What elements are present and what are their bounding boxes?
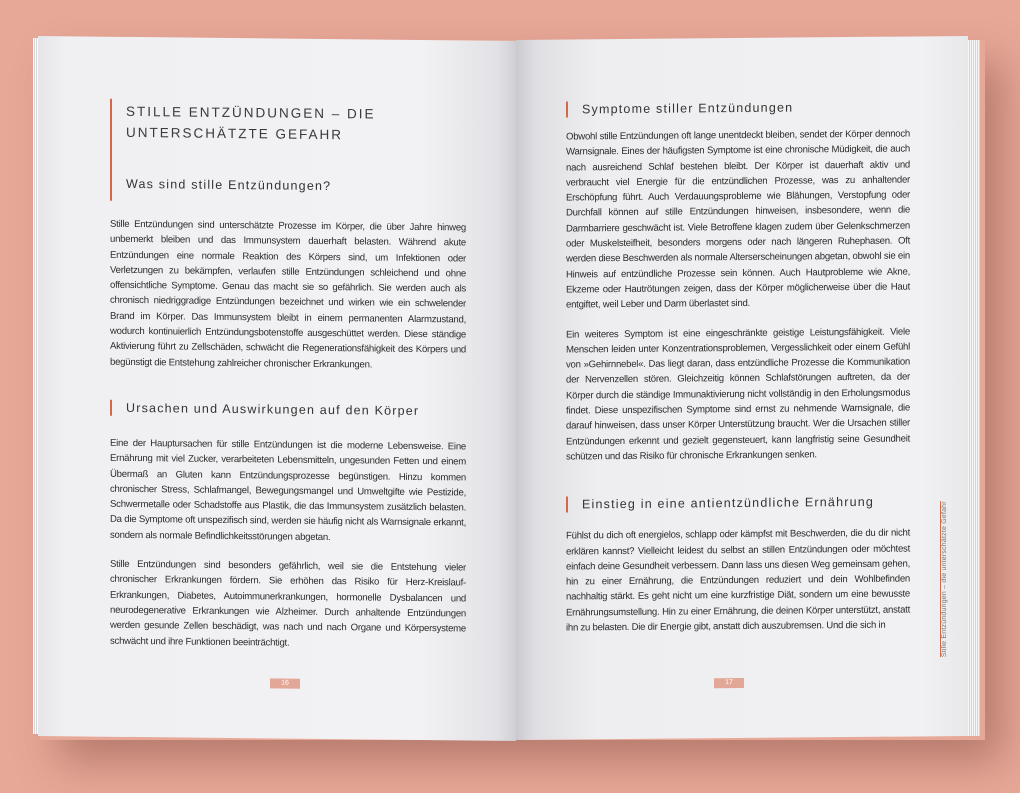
paragraph-was-sind: Stille Entzündungen sind unterschätzte Prozesse im Körper, die über Jahre hinweg unbemerkt bleiben und das Immunsystem dauerhaft belasten. Während akute Entzündungen eine normale Reaktion des Körpers sind, um Infektionen oder Verletzungen zu bekämpfen, verlaufen stille Entzündungen schleichend und ohne offensichtliche Symptome. Genau das macht sie so gefährlich. Sie werden auch als chronisch niedriggradige Entzündungen bezeichnet und wirken wie ein schwelender Brand im Körper. Das Immunsystem bleibt in einem permanenten Alarmzustand, wodurch kontinuierlich Entzündungsbotenstoffe ausgeschüttet werden. Diese ständige Aktivierung führt zu Zellschäden, schwächt die Regenerationsfähigkeit des Körpers und begünstigt die Entstehung zahlreicher chronischer Erkrankungen. (110, 218, 466, 371)
page-edges-right (966, 40, 980, 736)
chapter-title-line1: STILLE ENTZÜNDUNGEN – DIE (126, 103, 376, 122)
chapter-title (110, 99, 466, 205)
page-number-right: 17 (714, 678, 744, 688)
paragraph-symptome-2: Ein weiteres Symptom ist eine eingeschränkte geistige Leistungsfähigkeit. Viele Menschen leiden unter Konzentrationsproblemen, Vergesslichkeit oder einem Gefühl von »Gehirnnebel«. Das liegt daran, dass entzündliche Prozesse die Kommunikation der Nervenzellen stören. Gleichzeitig können Schlafstörungen auftreten, da der Körper durch die ständige Immunaktivierung nicht vollständig in den Erholungsmodus findet. Diese unspezifischen Symptome sind ernst zu nehmende Warnsignale, die darauf hinweisen, dass unser Körper Unterstützung braucht. Wer die Ursachen stiller Entzündungen erkennt und gezielt gegensteuert, kann langfristig seine Gesundheit schützen und das Risiko für chronische Erkrankungen senken. (566, 326, 910, 463)
paragraph-einstieg: Fühlst du dich oft energielos, schlapp oder kämpfst mit Beschwerden, die du dir nicht erklären kannst? Vielleicht leidest du selbst an stillen Entzündungen oder möchtest einfach deine Gesundheit verbessern. Dann lass uns diesen Weg gemeinsam gehen, hin zu einer Ernährung, die Entzündungen reduziert und dein Wohlbefinden nachhaltig stärkt. Es geht nicht um eine kurzfristige Diät, sondern um eine bewusste Ernährungsumstellung. Hin zu einer Ernährung, die deinen Körper unterstützt, anstatt ihn zu belasten. Die dir Energie gibt, anstatt dich auszubremsen. Und die sich in (566, 527, 910, 634)
paragraph-symptome-1: Obwohl stille Entzündungen oft lange unentdeckt bleiben, sendet der Körper dennoch Warnsignale. Eines der häufigsten Symptome ist eine chronische Müdigkeit, die auch nach ausreichend Schlaf bestehen bleibt. Der Körper ist dauerhaft aktiv und verbraucht viel Energie für die entzündlichen Prozesse, was zu anhaltender Erschöpfung führt. Auch Verdauungsprobleme wie Blähungen, Verstopfung oder Durchfall können auf stille Entzündungen hinweisen, insbesondere, wenn die Darmbarriere geschwächt ist. Viele Betroffene klagen zudem über Gelenkschmerzen oder Muskelsteifheit, besonders morgens oder nach längeren Ruhephasen. Oft werden diese Beschwerden als normale Alterserscheinungen abgetan, obwohl sie ein Hinweis auf entzündliche Prozesse sein können. Auch Hautprobleme wie Akne, Ekzeme oder Hautrötungen zeigen, dass der Körper möglicherweise über die Haut entgiftet, weil Leber und Darm überlastet sind. (566, 128, 910, 311)
section-heading-ursachen: Ursachen und Auswirkungen auf den Körper (110, 400, 466, 420)
section-heading-symptome: Symptome stiller Entzündungen (566, 99, 910, 118)
left-page (38, 36, 516, 741)
right-page (516, 36, 968, 740)
chapter-title-line2: UNTERSCHÄTZTE GEFAHR (126, 124, 344, 143)
paragraph-ursachen-2: Stille Entzündungen sind besonders gefährlich, weil sie die Entstehung vieler chronischer Erkrankungen fördern. Sie erhöhen das Risiko für Herz-Kreislauf-Erkrankungen, Diabetes, Autoimmunerkrankungen, hormonelle Dysbalancen und neurodegenerative Erkrankungen wie Alzheimer. Durch anhaltende Entzündungen werden gesunde Zellen beschädigt, was nach und nach Organe und Körpersysteme schwächt und ihre Funktionen beeinträchtigt. (110, 558, 466, 649)
section-heading-was-sind: Was sind stille Entzündungen? (126, 176, 332, 194)
right-page-content (566, 99, 910, 636)
running-header: Stille Entzündungen – die unterschätzte Gefahr (941, 501, 948, 658)
paragraph-ursachen-1: Eine der Hauptursachen für stille Entzündungen ist die moderne Lebensweise. Eine Ernährung mit viel Zucker, verarbeiteten Lebensmitteln, ungesunden Fetten und einem Übermaß an Gluten kann Entzündungsprozesse begünstigen. Hinzu kommen chronischer Stress, Schlafmangel, Bewegungsmangel und Umweltgifte wie Pestizide, Schwermetalle oder Schadstoffe aus Plastik, die das Immunsystem zusätzlich belasten. Da die Symptome oft unspezifisch sind, werden sie häufig nicht als Warnsignale erkannt, sondern als normale Befindlichkeitsstörungen abgetan. (110, 437, 466, 543)
left-page-content (110, 99, 466, 653)
section-heading-einstieg: Einstieg in eine antientzündliche Ernährung (566, 494, 910, 513)
page-number-left: 16 (270, 678, 300, 688)
